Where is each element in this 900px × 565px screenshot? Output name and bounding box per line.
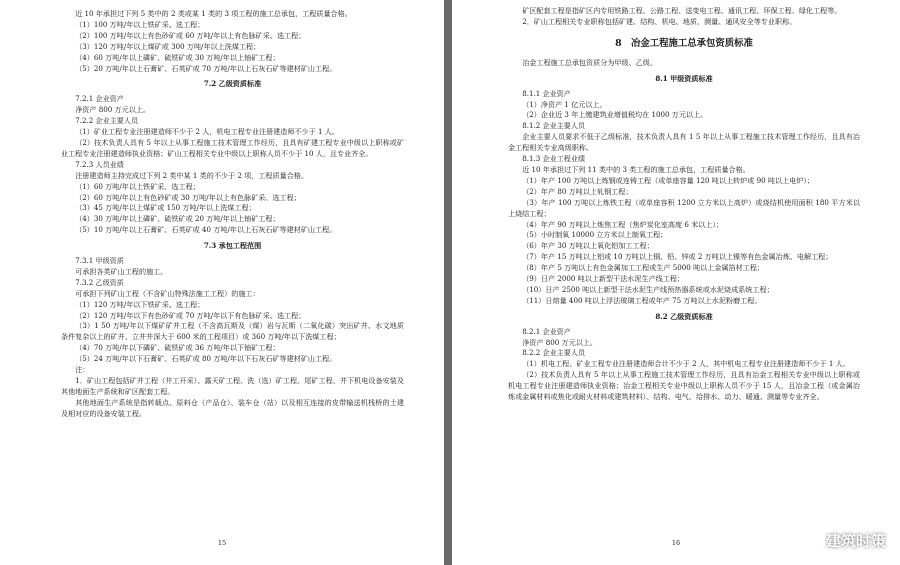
- chapter-heading: 8 冶金工程施工总承包资质标准: [615, 37, 753, 49]
- list-item: （3）年产 100 万吨以上炼铁工程（或单座容积 1200 立方米以上高炉）或烧结机使用面积 180 平方米以上烧结工程；: [508, 197, 860, 218]
- clause-title: 7.2.3 人员业绩: [75, 159, 124, 169]
- list-item: （5）24 万吨/年以下石膏矿、石英矿或 80 万吨/年以下石灰石矿等建材矿山工程。: [75, 354, 337, 364]
- clause-title: 8.1.3 企业工程业绩: [522, 154, 586, 164]
- clause-title: 7.3.1 甲级资质: [75, 256, 124, 266]
- paragraph: 冶金工程施工总承包资质分为甲级、乙级。: [522, 57, 657, 67]
- paragraph: 净资产 800 万元以上。: [522, 337, 597, 347]
- list-item: （1）机电工程、矿业工程专业注册建造师合计不少于 2 人，其中机电工程专业注册建造师不少于 1 人。: [522, 359, 850, 369]
- note-label: 注：: [75, 365, 90, 375]
- clause-title: 8.1.2 企业主要人员: [522, 121, 586, 131]
- page-number: 15: [217, 539, 227, 548]
- list-item: （3）1 50 万吨/年以下煤矿矿井工程（不含高瓦斯及（煤）岩与瓦斯（二氧化碳）突出矿井、水文地质条件复杂以上的矿井、立井井深大于 600 米的工程项目）或 360 万吨/年以下洗煤工程；: [61, 321, 404, 342]
- paragraph: 近 10 年承担过下列 5 类中的 2 类或某 1 类的 3 项工程的施工总承包，工程质量合格。: [75, 9, 352, 18]
- list-item: （1）净资产 1 亿元以上。: [522, 99, 607, 109]
- note-item: 1．矿山工程包括矿井工程（井工开采）、露天矿工程、洗（选）矿工程、尾矿工程、井下机电设备安装及其他地面生产系统和矿区配套工程。: [61, 376, 404, 396]
- section-heading: 7.3 承包工程范围: [203, 241, 262, 251]
- wechat-icon: [800, 532, 822, 550]
- list-item: （4）60 万吨/年以上磷矿、硫铁矿或 30 万吨/年以上铀矿工程；: [75, 52, 280, 62]
- left-page: [0, 0, 444, 565]
- list-item: （6）年产 30 万吨以上氧化铝加工工程；: [522, 241, 654, 251]
- paragraph: 可承担各类矿山工程的施工。: [75, 266, 168, 276]
- clause-title: 8.1.1 企业资产: [522, 88, 571, 98]
- page-gutter: [444, 0, 452, 565]
- list-item: （1）矿业工程专业注册建造师不少于 2 人，机电工程专业注册建造师不少于 1 人。: [75, 127, 339, 137]
- list-item: （5）10 万吨/年以上石膏矿、石英矿或 40 万吨/年以上石灰石矿等建材矿山工程。: [75, 225, 337, 235]
- list-item: （2）年产 80 万吨以上轧钢工程；: [522, 186, 633, 196]
- watermark: [800, 530, 886, 551]
- list-item: （2）60 万吨/年以上有色砂矿或 30 万吨/年以上有色脉矿采、选工程；: [75, 192, 301, 202]
- list-item: （4）年产 90 万吨以上炼焦工程（焦炉炭化室高度 6 米以上）；: [522, 219, 724, 229]
- list-item: （11）日熔量 400 吨以上浮法玻璃工程或年产 75 万吨以上水泥粉磨工程。: [522, 295, 762, 305]
- list-item: （10）日产 2500 吨以上新型干法水泥生产线预热器系统或水泥烧成系统工程；: [522, 284, 774, 294]
- section-heading: 7.2 乙级资质标准: [203, 79, 262, 89]
- paragraph: 净资产 800 万元以上。: [75, 105, 150, 115]
- paragraph: 矿区配套工程是指矿区内专用铁路工程、公路工程、送变电工程、通讯工程、环保工程、绿化工程等。: [522, 6, 842, 15]
- list-item: （2）技术负责人具有 5 年以上从事工程施工技术管理工作经历，且具有矿建工程专业中级以上职称或矿业工程专业注册建造师执业资格；矿山工程相关专业中级以上职称人员不少于 10 人，且专业齐全。: [61, 137, 404, 158]
- list-item: （8）年产 5 万吨以上有色金属加工工程或生产 5000 吨以上金属箔材工程；: [522, 263, 765, 273]
- clause-title: 8.2.2 企业主要人员: [522, 348, 586, 358]
- section-heading: 8.2 乙级资质标准: [655, 311, 713, 321]
- paragraph: 可承担下列矿山工程（不含矿山特殊法施工工程）的施工：: [75, 288, 260, 298]
- list-item: （4）30 万吨/年以上磷矿、硫铁矿或 20 万吨/年以上铀矿工程；: [75, 214, 280, 224]
- note-item: 2．矿山工程相关专业职称包括矿建、结构、机电、地质、测量、通风安全等专业职称。: [522, 16, 797, 26]
- list-item: （3）120 万吨/年以上煤矿或 300 万吨/年以上洗煤工程；: [75, 41, 261, 51]
- note-item: 其他地面生产系统是指转载点、原料仓（产品仓）、装车仓（站）以及相互连接的皮带输送机栈桥的土建及相对应的设备安装工程。: [61, 397, 404, 418]
- watermark-text: 建筑时策: [825, 532, 886, 550]
- paragraph: 注册建造师主持完成过下列 2 类中某 1 类的不少于 2 项，工程质量合格。: [75, 170, 308, 180]
- list-item: （2）120 万吨/年以下有色砂矿或 70 万吨/年以下有色脉矿采、选工程；: [75, 310, 306, 320]
- list-item: （3）45 万吨/年以上煤矿或 150 万吨/年以上洗煤工程；: [75, 203, 256, 213]
- list-item: （2）技术负责人具有 5 年以上从事工程施工技术管理工作经历，且具有冶金工程相关专业中级以上职称或机电工程专业注册建造师执业资格；冶金工程相关专业中级以上职称人员不少于 15 人，且冶金工程（或金属冶炼或金属材料或焦化或耐火材料或建筑材料）、结构、电气、给排水、动力、暖通、测量等专业齐全。: [508, 370, 860, 402]
- list-item: （2）100 万吨/年以上有色砂矿或 60 万吨/年以上有色脉矿采、选工程；: [75, 30, 306, 40]
- paragraph: 近 10 年承担过下列 11 类中的 3 类工程的施工总承包，工程质量合格。: [522, 164, 750, 174]
- list-item: （1）年产 100 万吨以上炼钢或连铸工程（或单座容量 120 吨以上转炉或 90 吨以上电炉）；: [522, 175, 814, 185]
- clause-title: 7.2.1 企业资产: [75, 94, 124, 104]
- list-item: （7）年产 15 万吨以上铝或 10 万吨以上铜、铅、锌或 2 万吨以上镍等有色金属冶炼、电解工程；: [522, 252, 833, 262]
- list-item: （4）70 万吨/年以下磷矿、硫铁矿或 36 万吨/年以下铀矿工程；: [75, 343, 280, 353]
- list-item: （9）日产 2000 吨以上新型干法水泥生产线工程；: [522, 274, 685, 284]
- page-number: 16: [671, 539, 681, 548]
- list-item: （1）120 万吨/年以下铁矿采、选工程；: [75, 299, 205, 309]
- section-heading: 8.1 甲级资质标准: [655, 73, 713, 83]
- list-item: （2）企业近 3 年上缴建筑业增值税均在 1000 万元以上。: [522, 110, 708, 120]
- right-page: [452, 0, 900, 565]
- clause-title: 7.2.2 企业主要人员: [75, 116, 139, 126]
- list-item: （1）60 万吨/年以上铁矿采、选工程；: [75, 181, 200, 191]
- list-item: （5）小时制氧 10000 立方米以上制氧工程；: [522, 230, 668, 240]
- paragraph: 企业主要人员要求不低于乙级标准，技术负责人具有 1 5 年以上从事工程施工技术管理工作经历，且具有冶金工程相关专业高级职称。: [508, 132, 860, 153]
- list-item: （1）100 万吨/年以上铁矿采、选工程；: [75, 19, 205, 29]
- list-item: （5）20 万吨/年以上石膏矿、石英矿或 70 万吨/年以上石灰石矿等建材矿山工程。: [75, 63, 337, 73]
- clause-title: 8.2.1 企业资产: [522, 326, 571, 336]
- clause-title: 7.3.2 乙级资质: [75, 277, 124, 287]
